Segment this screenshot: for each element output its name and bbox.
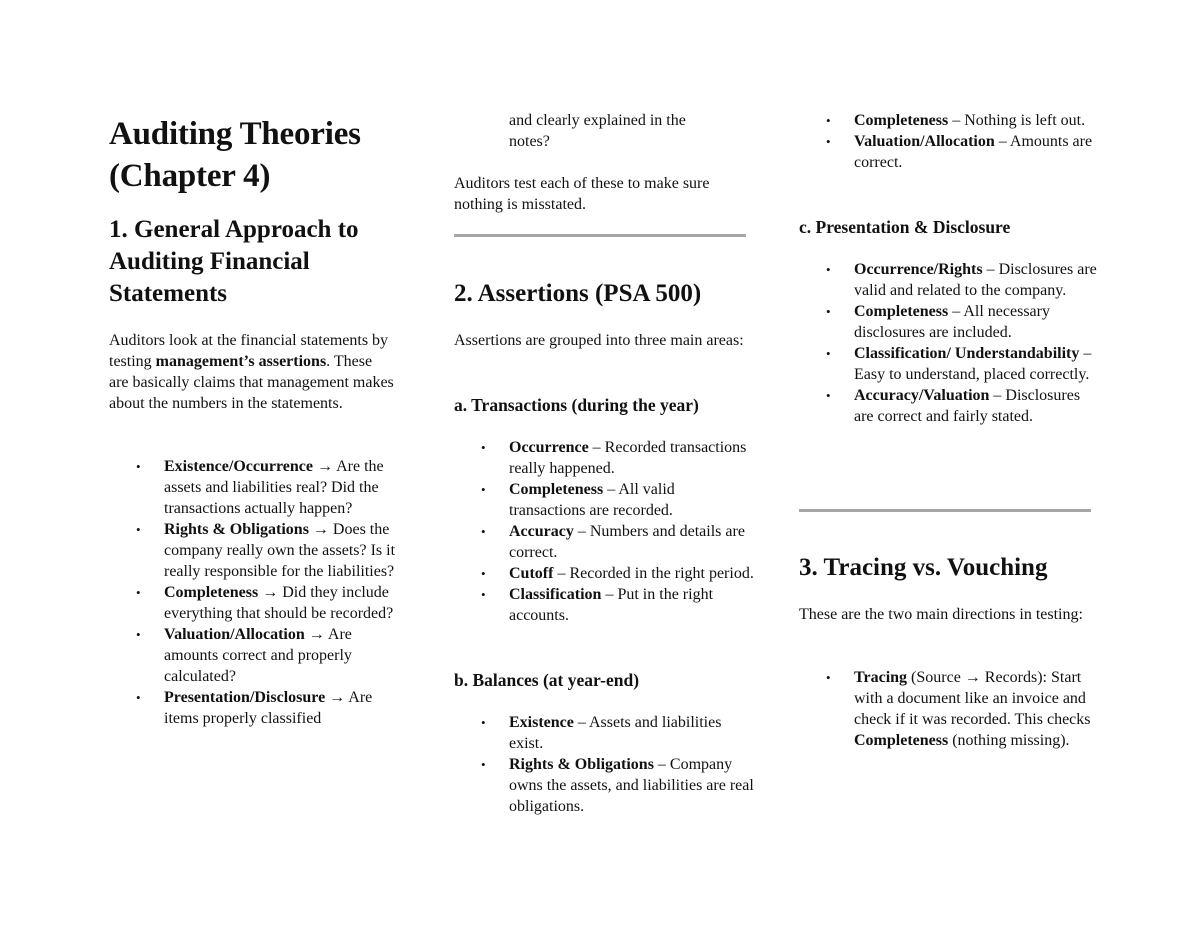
transactions-assertion-list (454, 437, 754, 626)
bullet-icon: • (826, 304, 831, 319)
bullet-icon: • (136, 459, 141, 474)
list-item: • Tracing (Source → Records): Start with a document like an invoice and check if it was recorded. This checks Completeness (nothing missing). (826, 669, 1091, 749)
bullet-icon: • (826, 388, 831, 403)
intro-text-end: . These are basically claims that management makes about the numbers in the statements. (109, 353, 394, 412)
bullet-icon: • (481, 482, 486, 497)
list-item: • Rights & Obligations – Company owns the assets, and liabilities are real obligations. (481, 756, 754, 815)
list-item: • Completeness – All valid transactions are recorded. (481, 481, 675, 519)
bullet-icon: • (826, 670, 831, 685)
section-2-heading: 2. Assertions (PSA 500) (454, 280, 702, 307)
bullet-icon: • (826, 346, 831, 361)
bullet-icon: • (826, 134, 831, 149)
list-item-continuation: and clearly explained in the notes? (509, 112, 686, 150)
list-item: • Valuation/Allocation – Amounts are correct. (826, 133, 1093, 171)
tracing-list (799, 667, 1099, 751)
list-item: • Occurrence – Recorded transactions really happened. (481, 439, 747, 477)
bullet-icon: • (826, 113, 831, 128)
section-3-intro: These are the two main directions in testing: (799, 606, 1083, 623)
transactions-heading: a. Transactions (during the year) (454, 395, 699, 415)
bullet-icon: • (136, 627, 141, 642)
section-divider (799, 509, 1091, 512)
page-title: Auditing Theories (Chapter 4) (109, 116, 361, 194)
section-3-heading: 3. Tracing vs. Vouching (799, 554, 1048, 581)
balances-heading: b. Balances (at year-end) (454, 670, 640, 690)
list-item: • Accuracy – Numbers and details are correct. (481, 523, 745, 561)
list-item: • Valuation/Allocation → Are amounts correct and properly calculated? (136, 626, 352, 685)
list-item: • Presentation/Disclosure → Are items properly classified (136, 689, 373, 727)
bullet-icon: • (481, 757, 486, 772)
list-item: • Occurrence/Rights – Disclosures are valid and related to the company. (826, 261, 1097, 299)
bullet-icon: • (136, 690, 141, 705)
list-item: • Classification/ Understandability – Easy to understand, placed correctly. (826, 345, 1092, 383)
list-item: • Existence/Occurrence → Are the assets and liabilities real? Did the transactions actually happen? (136, 458, 384, 517)
section-1-intro (109, 330, 394, 414)
list-item: • Completeness → Did they include everything that should be recorded? (136, 584, 394, 622)
list-item: • Rights & Obligations → Does the company really own the assets? Is it really responsible for the liabilities? (136, 521, 396, 580)
list-item: • Classification – Put in the right accounts. (481, 586, 714, 624)
presentation-heading: c. Presentation & Disclosure (799, 217, 1011, 237)
section-1-outro: Auditors test each of these to make sure nothing is misstated. (454, 175, 710, 213)
bullet-icon: • (481, 524, 486, 539)
intro-bold-term: management’s assertions (155, 353, 327, 370)
bullet-icon: • (136, 585, 141, 600)
section-1-heading: 1. General Approach to Auditing Financial Statements (109, 216, 359, 307)
list-item: • Completeness – All necessary disclosures are included. (826, 303, 1050, 341)
section-1-assertion-list (109, 456, 409, 729)
list-item: • Cutoff – Recorded in the right period. (481, 565, 754, 582)
presentation-assertion-list (799, 259, 1099, 427)
bullet-icon: • (481, 715, 486, 730)
bullet-icon: • (481, 566, 486, 581)
bullet-icon: • (136, 522, 141, 537)
section-2-intro: Assertions are grouped into three main areas: (454, 332, 744, 349)
balances-assertion-list-continued (799, 110, 1099, 173)
intro-text: Auditors look at the financial statements by testing (109, 332, 389, 370)
section-divider (454, 234, 746, 237)
list-item: • Completeness – Nothing is left out. (826, 112, 1086, 129)
list-item: • Existence – Assets and liabilities exist. (481, 714, 722, 752)
bullet-icon: • (481, 587, 486, 602)
bullet-icon: • (481, 440, 486, 455)
list-item: • Accuracy/Valuation – Disclosures are correct and fairly stated. (826, 387, 1081, 425)
bullet-icon: • (826, 262, 831, 277)
balances-assertion-list (454, 712, 754, 817)
